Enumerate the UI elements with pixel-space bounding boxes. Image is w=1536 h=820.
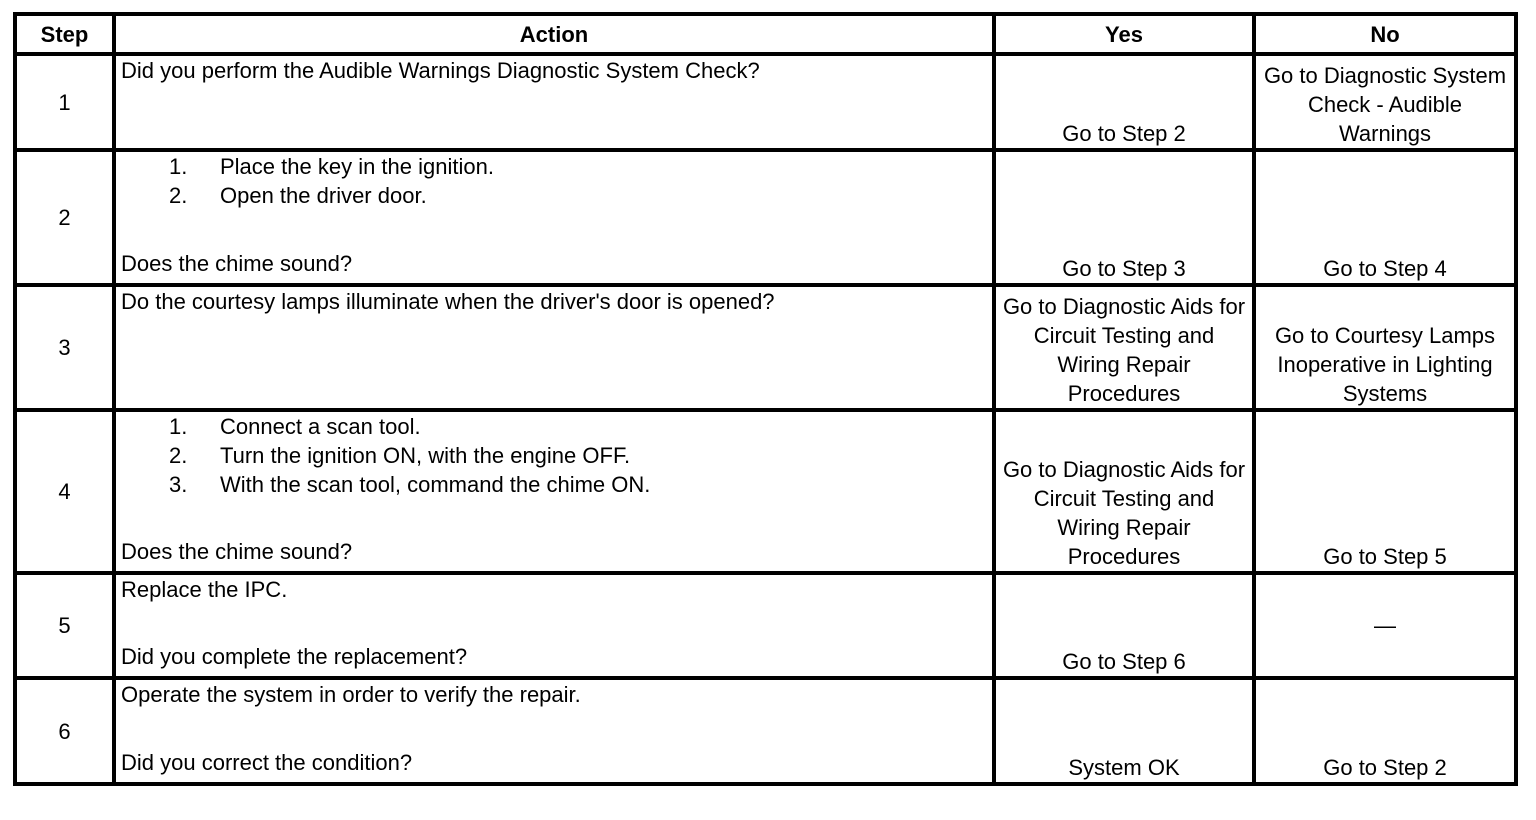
substep-number: 3.	[169, 472, 188, 497]
yes-cell: Go to Diagnostic Aids for Circuit Testing and Wiring Repair Procedures	[994, 285, 1254, 410]
action-text: Replace the IPC.	[121, 577, 288, 602]
table-row	[15, 410, 1516, 573]
yes-cell: Go to Step 2	[994, 54, 1254, 150]
no-cell: —	[1254, 573, 1516, 678]
substep-text: Connect a scan tool.	[220, 414, 421, 439]
substep-list	[121, 412, 987, 499]
header-no: No	[1254, 14, 1516, 54]
substep-text: Place the key in the ignition.	[220, 154, 494, 179]
diagnostic-table	[13, 12, 1518, 786]
action-cell	[114, 54, 994, 150]
yes-cell: Go to Diagnostic Aids for Circuit Testing and Wiring Repair Procedures	[994, 410, 1254, 573]
no-cell: Go to Diagnostic System Check - Audible Warnings	[1254, 54, 1516, 150]
list-item	[169, 181, 987, 210]
substep-text: Open the driver door.	[220, 183, 427, 208]
table-row	[15, 285, 1516, 410]
no-cell: Go to Step 4	[1254, 150, 1516, 285]
step-number: 6	[15, 678, 114, 784]
substep-text: Turn the ignition ON, with the engine OFF.	[220, 443, 631, 468]
step-number: 2	[15, 150, 114, 285]
substep-text: With the scan tool, command the chime ON.	[220, 472, 651, 497]
substep-list	[121, 152, 987, 210]
action-cell	[114, 573, 994, 678]
table-row	[15, 150, 1516, 285]
no-cell: Go to Courtesy Lamps Inoperative in Lighting Systems	[1254, 285, 1516, 410]
list-item	[169, 470, 987, 499]
table-row	[15, 573, 1516, 678]
yes-cell: System OK	[994, 678, 1254, 784]
action-question: Did you complete the replacement?	[121, 644, 468, 669]
action-text: Operate the system in order to verify the repair.	[121, 682, 581, 707]
action-question: Does the chime sound?	[121, 539, 353, 564]
action-question: Did you correct the condition?	[121, 750, 413, 775]
step-number: 4	[15, 410, 114, 573]
header-row	[15, 14, 1516, 54]
action-text: Do the courtesy lamps illuminate when the driver's door is opened?	[121, 289, 775, 314]
yes-cell: Go to Step 6	[994, 573, 1254, 678]
action-question: Does the chime sound?	[121, 251, 353, 276]
action-cell	[114, 678, 994, 784]
action-cell	[114, 410, 994, 573]
no-cell: Go to Step 2	[1254, 678, 1516, 784]
action-text: Did you perform the Audible Warnings Diagnostic System Check?	[121, 58, 760, 83]
header-step: Step	[15, 14, 114, 54]
header-action: Action	[114, 14, 994, 54]
step-number: 5	[15, 573, 114, 678]
header-yes: Yes	[994, 14, 1254, 54]
list-item	[169, 412, 987, 441]
step-number: 3	[15, 285, 114, 410]
table-row	[15, 54, 1516, 150]
table-row	[15, 678, 1516, 784]
substep-number: 1.	[169, 414, 188, 439]
action-cell	[114, 150, 994, 285]
list-item	[169, 441, 987, 470]
substep-number: 2.	[169, 443, 188, 468]
no-cell: Go to Step 5	[1254, 410, 1516, 573]
step-number: 1	[15, 54, 114, 150]
substep-number: 1.	[169, 154, 188, 179]
list-item	[169, 152, 987, 181]
action-cell	[114, 285, 994, 410]
yes-cell: Go to Step 3	[994, 150, 1254, 285]
substep-number: 2.	[169, 183, 188, 208]
